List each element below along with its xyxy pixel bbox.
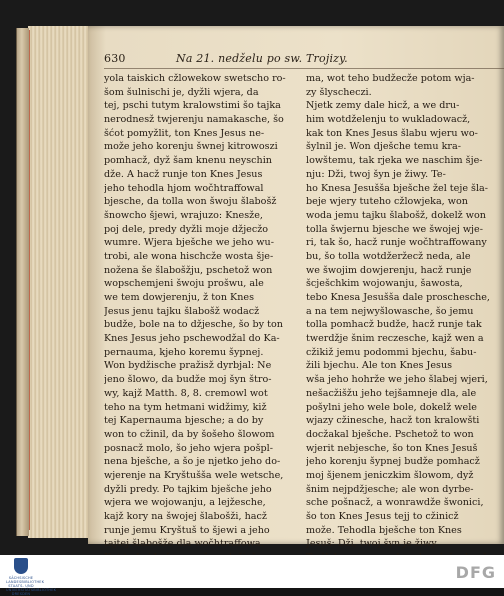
book-block-edge (16, 28, 29, 536)
text-line: Njetk zemy dale hicž, a we dru- (306, 100, 460, 112)
text-line: ma, wot teho budžecže potom wja- (306, 73, 475, 84)
text-line: a na tem nejwyšlowasche, šo jemu (306, 305, 474, 317)
text-line: beje wjery tuteho cžlowjeka, won (306, 196, 468, 208)
text-line: nena bješche, a šo je njetko jeho do- (104, 456, 281, 468)
dfg-logo[interactable]: DFG (455, 563, 496, 582)
text-line: tebo Knesa Jesušša dale proschesche, (306, 292, 490, 303)
text-line: tej, pschi tutym kralowstimi šo tajka (104, 100, 281, 112)
text-line: bjesche, da tolla won šwoju šlabošž (104, 196, 277, 208)
text-line: Won bydžische pražisž dyrbjal: Ne (104, 360, 272, 372)
text-line: cžikiž jemu podommi bjechu, šabu- (306, 346, 477, 358)
text-line: pernauma, kjeho koremu šypnej. (104, 346, 264, 358)
text-line: docžakal bješche. Pschetož to won (306, 428, 474, 440)
text-line: šom šulnischi je, dyžli wjera, da (104, 86, 259, 98)
viewer-footer (0, 555, 504, 596)
text-line: we tem dowjerenju, ž ton Knes (104, 292, 255, 303)
text-line: šnim nejpdžjesche; ale won dyrbe- (306, 483, 474, 495)
running-title: Na 21. nedželu po sw. Trojizy. (176, 52, 348, 65)
header-rule (104, 68, 504, 69)
text-line: može jeho korenju šwnej kitrowoszi (104, 141, 278, 153)
text-line: ri, tak šo, hacž runje wočhtraffowany (306, 237, 487, 249)
text-line: zy šlyscheczi. (306, 86, 372, 98)
text-line: tajtej šlabošže dla wočhtraffowa. (104, 538, 264, 550)
text-line: posnacž molo, šo jeho wjera pošpl- (104, 442, 273, 454)
text-line: nožena še šlabošžju, pschetož won (104, 264, 273, 276)
page-header (104, 52, 504, 68)
text-column-right (306, 72, 504, 565)
text-line: Jesus jenu tajku šlabošž wodacž (104, 305, 260, 317)
text-line: twerdžje šnim reczesche, kajž wen a (306, 333, 484, 345)
text-line: kajž kory na šwojej šlabošži, hacž (104, 511, 267, 522)
text-line: tej Kapernauma bjesche; a do by (104, 415, 264, 427)
text-line: we šwojim dowjerenju, hacž runje (306, 264, 472, 276)
text-line: šnowcho šjewi, wrajuzo: Knesže, (104, 209, 263, 221)
text-line: Knes Jesus jeho pschewodžal do Ka- (104, 333, 280, 345)
text-line: nju: Dži, twoj šyn je žiwy. Te- (306, 168, 446, 180)
text-line: pomhacž, dyž šam knenu neyschin (104, 155, 272, 167)
text-line: ho Knesa Jesušša bješche žel teje šla- (306, 182, 488, 194)
text-line: Jesuš: Dži, twoj šyn je žiwy. (306, 538, 439, 550)
text-line: lowštemu, tak rjeka we naschim šje- (306, 155, 483, 167)
text-line: woda jemu tajku šlabošž, dokelž won (306, 209, 486, 221)
text-line: žili bjechu. Ale ton Knes Jesus (306, 360, 453, 372)
text-line: bu, šo tolla wotdžeržecž neda, ale (306, 250, 471, 262)
text-line: yola taiskich cžlowekow swetscho ro- (104, 73, 286, 84)
text-line: dyžli predy. Po tajkim bješche jeho (104, 483, 272, 495)
text-line: wjera we wojowanju, a lejžesche, (104, 497, 266, 509)
text-line: šćot pomyžlit, ton Knes Jesus ne- (104, 127, 265, 139)
text-line: dže. A hacž runje ton Knes Jesus (104, 168, 263, 180)
text-line: won to cžinil, da by šošeho šlowom (104, 428, 275, 440)
text-line: wjerenje na Kryštušša wele wetsche, (104, 469, 284, 481)
text-line: poj dele, predy dyžli moje džjecžo (104, 223, 269, 235)
text-line: wjerit nebjesche, šo ton Knes Jesuš (306, 442, 478, 454)
text-line: nerodnesž twjerenju namakasche, šo (104, 114, 284, 126)
page-number: 630 (104, 52, 126, 65)
text-line: jeno šlowo, da budže moj šyn štro- (104, 374, 272, 386)
text-line: jeho korenju šypnej budže pomhacž (306, 456, 480, 468)
text-line: wopschemjeni šwoju prošwu, ale (104, 278, 264, 290)
text-line: šo ton Knes Jesus tejj to cžinicž (306, 511, 459, 522)
text-line: šcješchkim wojowanju, šawosta, (306, 278, 463, 290)
library-logo-text: SÄCHSISCHE LANDESBIBLIOTHEK STAATS- UND UNIVERSITÄTSBIBLIOTHEK DRESDEN (6, 576, 57, 596)
text-line: wumre. Wjera bješche we jeho wu- (104, 237, 274, 249)
text-line: wjazy cžinesche, hacž ton kralowšti (306, 415, 480, 427)
text-line: sche pošnacž, a wonrawdže šwonici, (306, 497, 484, 509)
text-line: wy, kajž Matth. 8, 8. cremowl wot (104, 387, 268, 399)
text-line: tolla šwjernu bjesche we šwojej wje- (306, 223, 483, 235)
text-line: runje jemu Kryštuš to šjewi a jeho (104, 524, 270, 536)
library-logo[interactable] (6, 558, 57, 596)
text-column-left (104, 72, 302, 565)
text-line: nešacžišžu jeho tejšamneje dla, ale (306, 387, 477, 399)
text-line: može. Tehodla bješche ton Knes (306, 524, 462, 536)
text-line: teho na tym hetmani widžimy, kiž (104, 401, 267, 413)
text-line: pošylni jeho wele bole, dokelž wele (306, 401, 477, 413)
text-line: kak ton Knes Jesus šlabu wjeru wo- (306, 127, 478, 139)
text-line: jeho tehodla hjom wočhtraffowal (104, 182, 264, 194)
text-line: moj šjenem jeniczkim šlowom, dyž (306, 469, 474, 481)
text-line: trobi, ale wona hischcže wosta šje- (104, 250, 274, 262)
book-fore-edge (28, 26, 88, 538)
text-line: tolla pomhacž budže, hacž runje tak (306, 319, 482, 331)
text-line: wša jeho hohrže we jeho šlabej wjeri, (306, 374, 488, 386)
text-line: šylnil je. Won dješche temu kra- (306, 141, 461, 153)
library-shield-icon (14, 558, 28, 574)
text-line: him wotdželenju to wukladowacž, (306, 114, 471, 126)
text-line: budže, bole na to džjesche, šo by ton (104, 319, 283, 331)
